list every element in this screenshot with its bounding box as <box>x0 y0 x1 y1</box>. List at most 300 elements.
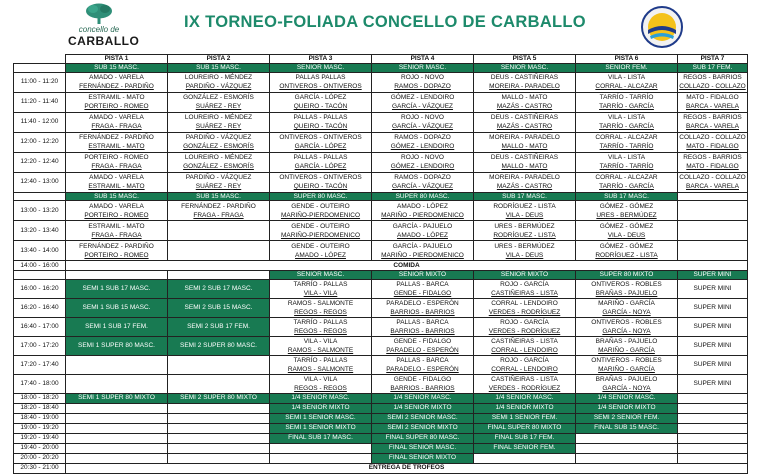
match-cell <box>474 336 576 355</box>
team-name: CASTIÑEIRAS - LISTA <box>491 375 558 383</box>
table-row <box>14 423 748 433</box>
team-name: SUÁREZ - REY <box>195 123 242 130</box>
match-cell <box>576 279 678 298</box>
match-cell <box>474 298 576 317</box>
team-name: FRAGA - FRAGA <box>193 211 244 219</box>
table-row <box>14 132 748 152</box>
final-cell: FINAL SUB 17 MASC. <box>270 433 372 443</box>
match-cell <box>168 221 270 241</box>
team-name: DEUS - CASTIÑEIRAS <box>490 154 559 161</box>
final-cell: SEMI 1 SENIOR MIXTO <box>270 423 372 433</box>
match-cell <box>270 201 372 221</box>
team-name: CORRAL - LENDOIRO <box>491 299 558 307</box>
table-row <box>14 112 748 132</box>
team-name: MATO - FIDALGO <box>686 163 739 170</box>
match-cell <box>270 279 372 298</box>
trophy-ceremony-label: ENTREGA DE TROFEOS <box>66 463 748 473</box>
team-name: AMADO - VARELA <box>89 202 144 210</box>
match-cell <box>474 172 576 192</box>
logo-text: CARBALLO <box>68 34 140 48</box>
match-cell <box>474 241 576 261</box>
category-header: SUPER 80 MIXTO <box>576 271 678 280</box>
team-name: TARRÍO - TARRÍO <box>599 143 654 150</box>
semifinal-cell: SEMI 2 SUPER 80 MASC. <box>168 336 270 355</box>
team-name: BRAÑAS - PAJUELO <box>595 337 658 345</box>
team-name: PALLAS - BARCA <box>396 280 449 288</box>
team-name: VERDES - RODRÍGUEZ <box>488 327 561 335</box>
final-cell: 1/4 SENIOR MASC. <box>372 393 474 403</box>
team-name: PARADELO - ESPERÓN <box>386 365 459 373</box>
team-name: FERNÁNDEZ - PARDIÑO <box>79 134 154 141</box>
team-name: PARADELO - ESPERÓN <box>386 346 459 354</box>
table-row <box>14 261 748 271</box>
category-header: SENIOR MASC. <box>372 64 474 73</box>
time-cell <box>14 64 66 73</box>
match-cell <box>678 221 748 241</box>
match-cell <box>270 92 372 112</box>
team-name: GÓMEZ - LENDOIRO <box>390 94 455 101</box>
match-cell <box>66 201 168 221</box>
team-name: LOUREIRO - MÉNDEZ <box>184 154 253 161</box>
team-name: ROJO - NOVO <box>401 74 444 81</box>
pista-header: PISTA 6 <box>576 55 678 64</box>
table-row <box>14 172 748 192</box>
time-cell: 19:00 - 19:20 <box>14 423 66 433</box>
match-cell <box>270 317 372 336</box>
team-name: MOREIRA - PARADELO <box>489 134 560 141</box>
team-name: MALLO - MATO <box>501 143 548 150</box>
concello-logo <box>68 3 140 49</box>
team-name: CORRAL - LENDOIRO <box>491 346 558 354</box>
team-name: URES - BERMÚDEZ <box>494 222 555 230</box>
time-cell: 18:00 - 18:20 <box>14 393 66 403</box>
team-name: GENDE - FIDALGO <box>393 289 452 297</box>
team-name: PALLAS - PALLAS <box>293 154 348 161</box>
match-cell <box>474 72 576 92</box>
team-name: VILA - VILA <box>303 289 338 297</box>
final-cell: SEMI 1 SENIOR MASC. <box>270 413 372 423</box>
match-cell <box>474 152 576 172</box>
table-row <box>14 152 748 172</box>
team-name: GARCÍA - NOYA <box>602 384 651 392</box>
team-name: REGOS - BARRIOS <box>683 154 742 161</box>
match-cell <box>576 112 678 132</box>
match-cell <box>474 132 576 152</box>
corner-cell <box>14 55 66 64</box>
team-name: GARCÍA - VÁZQUEZ <box>391 103 454 110</box>
table-row <box>14 433 748 443</box>
category-header: SENIOR MIXTO <box>372 271 474 280</box>
match-cell <box>66 221 168 241</box>
time-cell: 16:00 - 16:20 <box>14 279 66 298</box>
team-name: AMADO - LÓPEZ <box>397 231 448 239</box>
match-cell <box>576 201 678 221</box>
final-cell <box>474 453 576 463</box>
match-cell <box>372 279 474 298</box>
final-cell <box>678 403 748 413</box>
match-cell <box>270 298 372 317</box>
table-row <box>14 393 748 403</box>
team-name: GÓMEZ - GÓMEZ <box>599 222 654 230</box>
team-name: CASTIÑEIRAS - LISTA <box>491 337 558 345</box>
logo-subtext: concello de <box>78 25 120 34</box>
team-name: GÓMEZ - GÓMEZ <box>599 242 654 250</box>
match-cell <box>474 355 576 374</box>
time-cell: 13:00 - 13:20 <box>14 201 66 221</box>
match-cell <box>576 355 678 374</box>
final-cell: 1/4 SENIOR MASC. <box>576 393 678 403</box>
match-cell <box>270 152 372 172</box>
team-name: MALLO - MATO <box>501 94 548 101</box>
table-row <box>14 453 748 463</box>
final-cell: 1/4 SENIOR MIXTO <box>372 403 474 413</box>
final-cell <box>66 413 168 423</box>
match-cell <box>66 132 168 152</box>
team-name: AMADO - VARELA <box>89 174 144 181</box>
table-row <box>14 317 748 336</box>
table-row <box>14 92 748 112</box>
match-cell <box>372 201 474 221</box>
team-name: REGOS - BARRIOS <box>683 74 742 81</box>
team-name: GENDE - FIDALGO <box>393 375 452 383</box>
team-name: RAMOS - DOPAZO <box>394 174 451 181</box>
team-name: ONTIVEROS - ROBLES <box>591 356 662 364</box>
match-cell <box>372 298 474 317</box>
team-name: GARCÍA - NOYA <box>602 308 651 316</box>
match-cell <box>66 152 168 172</box>
time-cell: 17:40 - 18:00 <box>14 374 66 393</box>
final-cell <box>678 423 748 433</box>
table-cell <box>168 271 270 280</box>
final-cell: FINAL SUB 15 MASC. <box>576 423 678 433</box>
match-cell <box>66 241 168 261</box>
page-title: IX TORNEO-FOLIADA CONCELLO DE CARBALLO <box>184 13 586 31</box>
time-cell: 11:40 - 12:00 <box>14 112 66 132</box>
time-cell: 17:00 - 17:20 <box>14 336 66 355</box>
final-cell: SEMI 1 SUPER 80 MIXTO <box>66 393 168 403</box>
team-name: ESTRAMIL - MATO <box>88 183 145 190</box>
team-name: PORTEIRO - ROMEO <box>84 251 149 259</box>
time-cell: 11:00 - 11:20 <box>14 72 66 92</box>
team-name: GARCÍA - LÓPEZ <box>294 143 347 150</box>
match-cell <box>372 374 474 393</box>
team-name: VILA - DEUS <box>505 211 544 219</box>
team-name: ROJO - GARCÍA <box>500 318 549 326</box>
match-cell <box>168 112 270 132</box>
category-header: SUPER 80 MASC. <box>270 192 372 201</box>
team-name: MARIÑO - GARCÍA <box>598 365 655 373</box>
team-name: GENDE - OUTEIRO <box>291 202 350 210</box>
category-header: SUB 15 MASC. <box>66 192 168 201</box>
team-name: ESTRAMIL - MATO <box>88 143 145 150</box>
final-cell <box>678 433 748 443</box>
team-name: GARCÍA - LÓPEZ <box>294 163 347 170</box>
final-cell <box>270 453 372 463</box>
lunch-label: COMIDA <box>66 261 748 271</box>
team-name: VILA - LISTA <box>607 74 646 81</box>
team-name: FRAGA - FRAGA <box>91 123 142 130</box>
team-name: MATO - FIDALGO <box>686 143 739 150</box>
super-mini-cell: SUPER MINI <box>678 355 748 374</box>
team-name: RODRÍGUEZ - LISTA <box>493 231 556 239</box>
final-cell <box>678 413 748 423</box>
final-cell <box>168 443 270 453</box>
table-row <box>14 55 748 64</box>
match-cell <box>474 92 576 112</box>
final-cell: 1/4 SENIOR MIXTO <box>270 403 372 413</box>
team-name: CORRAL - ALCAZAR <box>595 174 658 181</box>
team-name: PALLAS - BARCA <box>396 318 449 326</box>
match-cell <box>372 317 474 336</box>
match-cell <box>678 152 748 172</box>
team-name: BARRIOS - BARRIOS <box>390 327 455 335</box>
category-header: SUB 15 MASC. <box>168 192 270 201</box>
match-cell <box>474 201 576 221</box>
semifinal-cell <box>66 355 168 374</box>
team-name: VILA - LISTA <box>607 154 646 161</box>
team-name: ESTRAMIL - MATO <box>88 94 145 101</box>
table-row <box>14 241 748 261</box>
match-cell <box>372 132 474 152</box>
team-name: COLLAZO - COLLAZO <box>679 134 746 141</box>
match-cell <box>678 201 748 221</box>
match-cell <box>576 317 678 336</box>
team-name: GARCÍA - VÁZQUEZ <box>391 123 454 130</box>
team-name: BRAÑAS - PAJUELO <box>595 375 658 383</box>
team-name: REGOS - REGOS <box>294 327 347 335</box>
final-cell <box>168 403 270 413</box>
team-name: VERDES - RODRÍGUEZ <box>488 384 561 392</box>
team-name: FERNÁNDEZ - PARDIÑO <box>181 202 256 210</box>
match-cell <box>474 374 576 393</box>
final-cell <box>576 453 678 463</box>
team-name: RAMOS - SALMONTE <box>287 299 354 307</box>
final-cell <box>576 443 678 453</box>
team-name: GONZÁLEZ - ESMORÍS <box>183 163 254 170</box>
table-row <box>14 403 748 413</box>
match-cell <box>474 112 576 132</box>
team-name: GENDE - OUTEIRO <box>291 242 350 250</box>
club-badge-icon <box>641 6 683 48</box>
time-cell: 18:20 - 18:40 <box>14 403 66 413</box>
team-name: TARRÍO - TARRÍO <box>599 94 654 101</box>
match-cell <box>576 72 678 92</box>
team-name: GENDE - OUTEIRO <box>291 222 350 230</box>
table-row <box>14 221 748 241</box>
super-mini-cell: SUPER MINI <box>678 317 748 336</box>
category-header: SENIOR MASC. <box>474 64 576 73</box>
match-cell <box>372 92 474 112</box>
match-cell <box>576 298 678 317</box>
final-cell: SEMI 2 SENIOR FEM. <box>576 413 678 423</box>
final-cell <box>678 453 748 463</box>
match-cell <box>66 92 168 112</box>
final-cell: FINAL SENIOR FEM. <box>474 443 576 453</box>
match-cell <box>168 172 270 192</box>
final-cell: 1/4 SENIOR MASC. <box>270 393 372 403</box>
team-name: ONTIVEROS - ONTIVEROS <box>279 174 362 181</box>
team-name: REGOS - BARRIOS <box>683 114 742 121</box>
team-name: PORTEIRO - ROMEO <box>84 211 149 219</box>
team-name: CORRAL - LENDOIRO <box>491 365 558 373</box>
team-name: FERNÁNDEZ - PARDIÑO <box>79 83 154 90</box>
schedule-table <box>13 54 748 474</box>
match-cell <box>168 152 270 172</box>
team-name: MARIÑO - GARCÍA <box>598 346 655 354</box>
team-name: MARIÑO - PIERDOMENICO <box>381 251 464 259</box>
team-name: TARRÍO - TARRÍO <box>599 163 654 170</box>
table-row <box>14 298 748 317</box>
team-name: RAMOS - DOPAZO <box>394 83 451 90</box>
super-mini-cell: SUPER MINI <box>678 279 748 298</box>
team-name: ROJO - GARCÍA <box>500 356 549 364</box>
team-name: ONTIVEROS - ROBLES <box>591 318 662 326</box>
team-name: COLLAZO - COLLAZO <box>679 83 746 90</box>
final-cell: FINAL SUPER 80 MASC. <box>372 433 474 443</box>
team-name: BARRIOS - BARRIOS <box>390 308 455 316</box>
team-name: TARRÍO - PALLAS <box>293 280 348 288</box>
team-name: DEUS - CASTIÑEIRAS <box>490 74 559 81</box>
match-cell <box>270 221 372 241</box>
match-cell <box>576 221 678 241</box>
team-name: GÓMEZ - LENDOIRO <box>390 143 455 150</box>
team-name: RAMOS - SALMONTE <box>287 365 354 373</box>
team-name: REGOS - REGOS <box>294 308 347 316</box>
team-name: LOUREIRO - MÉNDEZ <box>184 74 253 81</box>
match-cell <box>372 172 474 192</box>
time-cell: 20:00 - 20:20 <box>14 453 66 463</box>
team-name: MOREIRA - PARADELO <box>489 174 560 181</box>
super-mini-cell: SUPER MINI <box>678 374 748 393</box>
team-name: SUÁREZ - REY <box>195 103 242 110</box>
tree-logo-icon <box>84 3 114 25</box>
time-cell: 17:20 - 17:40 <box>14 355 66 374</box>
super-mini-cell: SUPER MINI <box>678 336 748 355</box>
team-name: MARIÑO-PIERDOMENICO <box>280 231 361 239</box>
team-name: GÓMEZ - GÓMEZ <box>599 202 654 210</box>
time-cell: 19:40 - 20:00 <box>14 443 66 453</box>
team-name: PALLAS - PALLAS <box>293 114 348 121</box>
match-cell <box>270 72 372 92</box>
match-cell <box>270 355 372 374</box>
team-name: BARRIOS - BARRIOS <box>390 384 455 392</box>
final-cell: FINAL SUB 17 FEM. <box>474 433 576 443</box>
table-cell <box>66 271 168 280</box>
time-cell <box>14 192 66 201</box>
pista-header: PISTA 1 <box>66 55 168 64</box>
team-name: PORTEIRO - ROMEO <box>84 154 149 161</box>
match-cell <box>678 72 748 92</box>
match-cell <box>474 279 576 298</box>
team-name: BARCA - VARELA <box>686 123 739 130</box>
team-name: MARIÑO - GARCÍA <box>598 299 655 307</box>
team-name: VILA - DEUS <box>505 251 544 259</box>
team-name: AMADO - VARELA <box>89 74 144 81</box>
match-cell <box>372 355 474 374</box>
team-name: PARDIÑO - VÁZQUEZ <box>185 134 252 141</box>
category-header: SUB 17 MASC. <box>474 192 576 201</box>
team-name: PALLAS PALLAS <box>295 74 346 81</box>
match-cell <box>168 72 270 92</box>
team-name: GÓMEZ - LENDOIRO <box>390 163 455 170</box>
match-cell <box>576 336 678 355</box>
table-row <box>14 355 748 374</box>
match-cell <box>372 221 474 241</box>
team-name: LOUREIRO - MÉNDEZ <box>184 114 253 121</box>
team-name: VILA - DEUS <box>607 231 646 239</box>
match-cell <box>270 112 372 132</box>
time-cell: 16:20 - 16:40 <box>14 298 66 317</box>
team-name: GONZÁLEZ - ESMORÍS <box>183 94 254 101</box>
table-row <box>14 72 748 92</box>
team-name: TARRÍO - PALLAS <box>293 318 348 326</box>
team-name: AMADO - LÓPEZ <box>397 202 448 210</box>
team-name: DEUS - CASTIÑEIRAS <box>490 114 559 121</box>
team-name: ROJO - NOVO <box>401 154 444 161</box>
team-name: MATO - FIDALGO <box>686 94 739 101</box>
team-name: CORRAL - ALCAZAR <box>595 134 658 141</box>
category-header: SUB 15 MASC. <box>168 64 270 73</box>
team-name: PARDIÑO - VÁZQUEZ <box>185 174 252 181</box>
time-cell: 13:20 - 13:40 <box>14 221 66 241</box>
table-row <box>14 279 748 298</box>
final-cell <box>66 453 168 463</box>
semifinal-cell: SEMI 1 SUB 15 MASC. <box>66 298 168 317</box>
team-name: TARRÍO - PALLAS <box>293 356 348 364</box>
match-cell <box>372 336 474 355</box>
match-cell <box>678 92 748 112</box>
final-cell <box>168 413 270 423</box>
team-name: RAMOS - SALMONTE <box>287 346 354 354</box>
semifinal-cell: SEMI 2 SUB 15 MASC. <box>168 298 270 317</box>
category-header: SUPER 80 MASC. <box>372 192 474 201</box>
final-cell <box>66 433 168 443</box>
match-cell <box>66 72 168 92</box>
table-row <box>14 443 748 453</box>
time-cell: 20:30 - 21:00 <box>14 463 66 473</box>
table-row <box>14 192 748 201</box>
team-name: GARCÍA - NOYA <box>602 327 651 335</box>
final-cell <box>678 443 748 453</box>
category-header: SENIOR MIXTO <box>474 271 576 280</box>
time-cell: 12:40 - 13:00 <box>14 172 66 192</box>
final-cell <box>168 453 270 463</box>
team-name: ESTRAMIL - MATO <box>88 222 145 230</box>
table-cell <box>678 192 748 201</box>
table-row <box>14 463 748 473</box>
time-cell: 12:00 - 12:20 <box>14 132 66 152</box>
team-name: MALLO - MATO <box>501 163 548 170</box>
final-cell: 1/4 SENIOR MIXTO <box>576 403 678 413</box>
final-cell <box>270 443 372 453</box>
team-name: VERDES - RODRÍGUEZ <box>488 308 561 316</box>
table-row <box>14 413 748 423</box>
final-cell <box>66 443 168 453</box>
time-cell <box>14 271 66 280</box>
match-cell <box>372 112 474 132</box>
final-cell: 1/4 SENIOR MIXTO <box>474 403 576 413</box>
final-cell <box>168 433 270 443</box>
match-cell <box>576 152 678 172</box>
super-mini-cell: SUPER MINI <box>678 298 748 317</box>
category-header: SENIOR FEM. <box>576 64 678 73</box>
time-cell: 18:40 - 19:00 <box>14 413 66 423</box>
match-cell <box>270 374 372 393</box>
pista-header: PISTA 5 <box>474 55 576 64</box>
match-cell <box>474 317 576 336</box>
semifinal-cell: SEMI 1 SUB 17 MASC. <box>66 279 168 298</box>
team-name: BRAÑAS - PAJUELO <box>595 289 658 297</box>
